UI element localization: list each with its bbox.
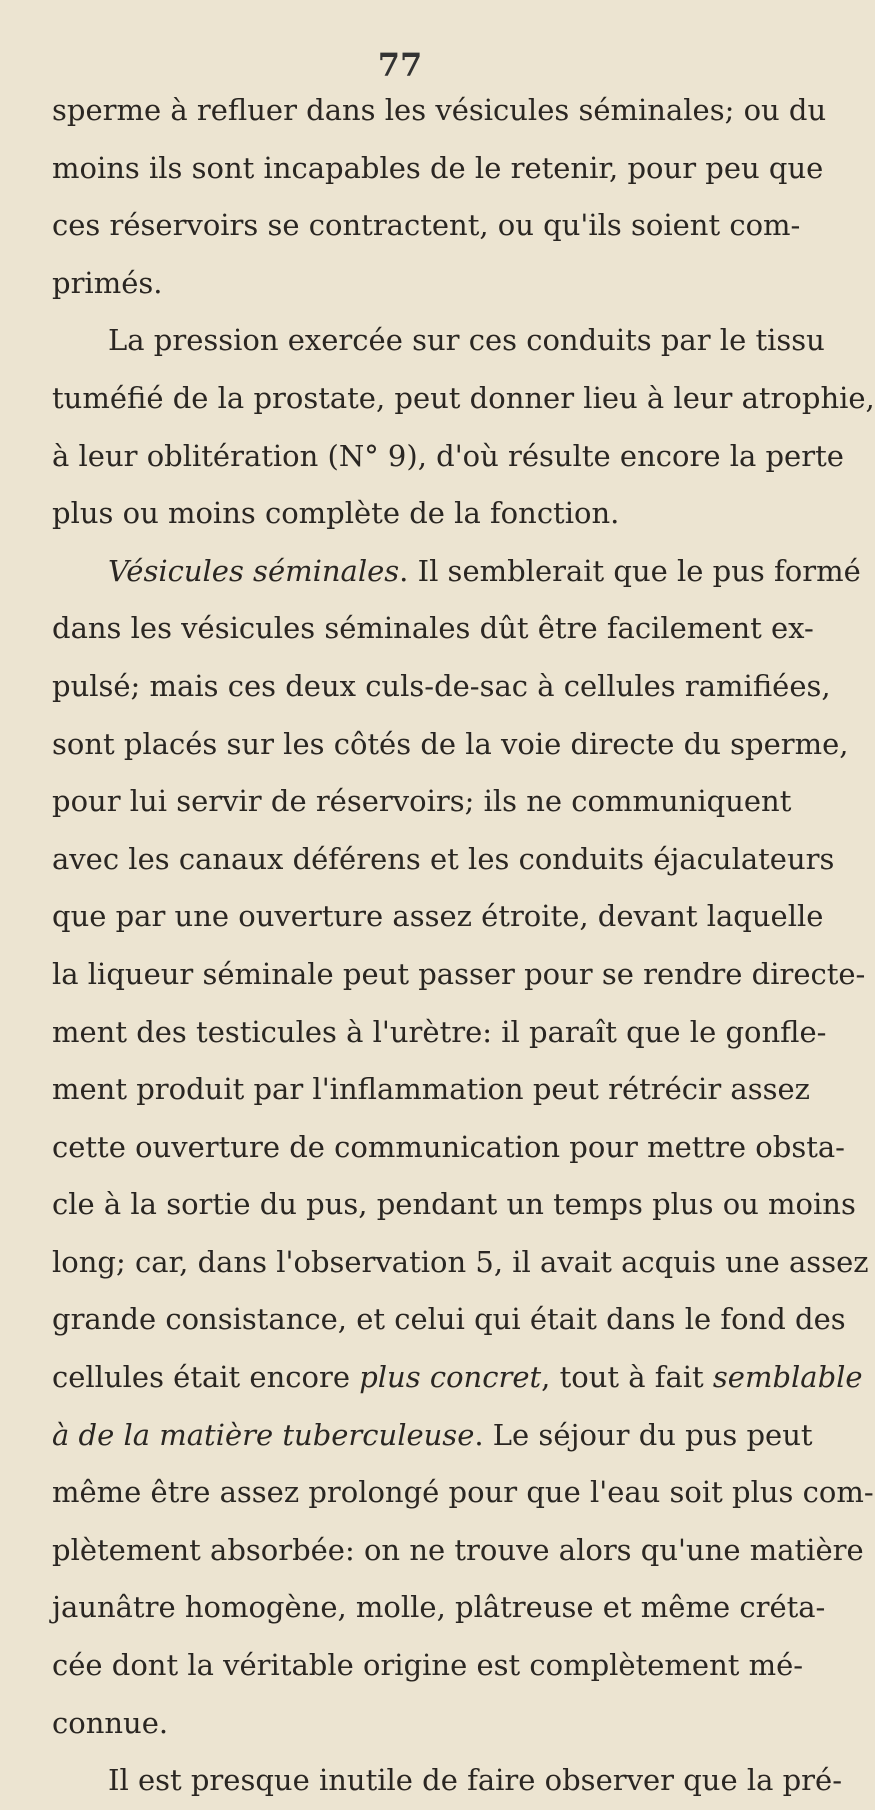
text-line: dans les vésicules séminales dût être facilement ex- <box>52 611 814 646</box>
text-line: plètement absorbée: on ne trouve alors qu'une matière <box>52 1532 864 1567</box>
italic-phrase: plus concret <box>359 1360 542 1395</box>
text-line: sperme à refluer dans les vésicules séminales; ou du <box>52 93 827 127</box>
italic-phrase: à de la matière tuberculeuse <box>52 1417 475 1452</box>
text-line: long; car, dans l'observation 5, il avait acquis une assez <box>52 1244 869 1279</box>
text-line: ment des testicules à l'urètre: il paraît que le gonfle- <box>52 1014 827 1049</box>
text-line: cle à la sortie du pus, pendant un temps plus ou moins <box>52 1187 856 1222</box>
text-line: à leur oblitération (N° 9), d'où résulte encore la perte <box>52 438 844 473</box>
text-line: tuméfié de la prostate, peut donner lieu à leur atrophie, <box>52 380 875 415</box>
text-line: cée dont la véritable origine est complètement mé- <box>52 1648 804 1683</box>
text-line: primés. <box>52 265 163 300</box>
text-line: jaunâtre homogène, molle, plâtreuse et même créta- <box>52 1590 826 1625</box>
text-line: plus ou moins complète de la fonction. <box>52 496 620 531</box>
text-line: ces réservoirs se contractent, ou qu'ils soient com- <box>52 208 801 243</box>
text-line: La pression exercée sur ces conduits par le tissu <box>108 323 825 358</box>
page-number: 77 <box>377 46 423 84</box>
text-line: sont placés sur les côtés de la voie directe du sperme, <box>52 726 849 761</box>
text-line: Il est presque inutile de faire observer que la pré- <box>108 1763 843 1798</box>
text-fragment: . Le séjour du pus peut <box>474 1417 813 1452</box>
text-fragment: . Il semblerait que le pus formé <box>399 553 861 588</box>
text-line: cette ouverture de communication pour mettre obsta- <box>52 1129 845 1164</box>
text-line: la liqueur séminale peut passer pour se rendre directe- <box>52 956 866 991</box>
text-line <box>52 543 861 601</box>
text-fragment: , tout à fait <box>541 1360 713 1395</box>
text-line: avec les canaux déférens et les conduits éjaculateurs <box>52 841 835 876</box>
section-heading: Vésicules séminales <box>108 553 400 588</box>
text-line: pulsé; mais ces deux culs-de-sac à cellules ramifiées, <box>52 668 831 703</box>
text-line: ment produit par l'inflammation peut rétrécir assez <box>52 1072 810 1107</box>
text-line <box>52 1407 813 1465</box>
text-line: même être assez prolongé pour que l'eau soit plus com- <box>52 1475 874 1510</box>
text-line: que par une ouverture assez étroite, devant laquelle <box>52 899 824 934</box>
text-fragment: cellules était encore <box>52 1360 360 1395</box>
body-text <box>52 82 875 1810</box>
text-line: connue. <box>52 1705 169 1740</box>
text-line: pour lui servir de réservoirs; ils ne communiquent <box>52 784 792 819</box>
text-line <box>52 1349 863 1407</box>
text-line: moins ils sont incapables de le retenir, pour peu que <box>52 150 824 185</box>
italic-phrase: semblable <box>712 1360 863 1395</box>
text-line: grande consistance, et celui qui était dans le fond des <box>52 1302 846 1337</box>
